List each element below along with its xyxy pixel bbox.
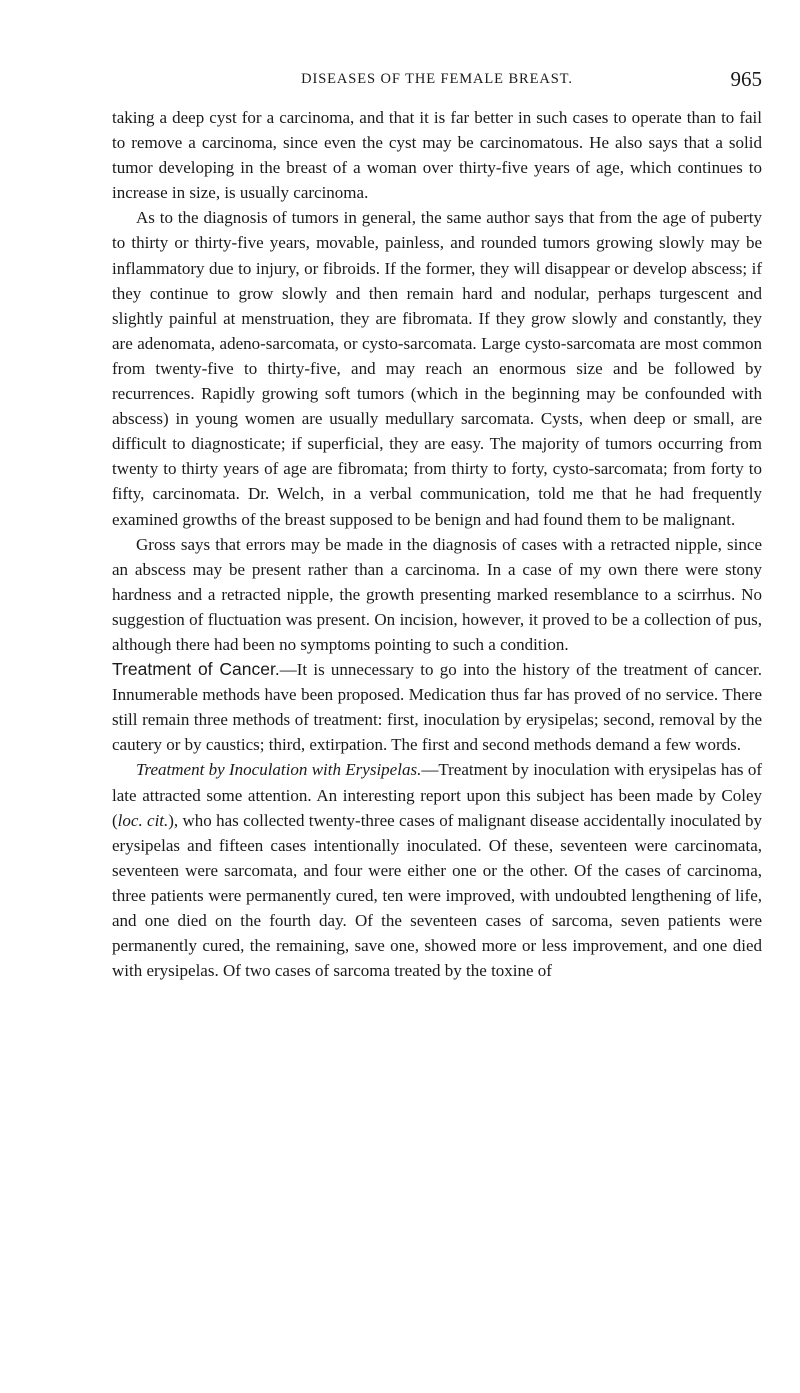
paragraph-tumor-diagnosis xyxy=(112,205,762,531)
paragraph-inoculation-erysipelas xyxy=(112,757,762,983)
paragraph-text: Gross says that errors may be made in the diagnosis of cases with a retracted nipple, since an abscess may be present rather than a carcinoma. In a case of my own there were stony hardness and a retracted nipple, the growth presenting marked resemblance to a scirrhus. No suggestion of fluctuation was present. On incision, however, it proved to be a collection of pus, although there had been no symptoms pointing to such a condition. xyxy=(112,534,762,654)
paragraph-continued xyxy=(112,105,762,205)
paragraph-gross-diagnosis xyxy=(112,532,762,657)
paragraph-text: As to the diagnosis of tumors in general, the same author says that from the age of puberty to thirty or thirty-five years, movable, painless, and rounded tumors growing slowly may be inflammatory due to injury, or fibroids. If the former, they will disappear or develop abscess; if they continue to grow slowly and then remain hard and nodular, perhaps turgescent and slightly painful at menstruation, they are fibromata. If they grow slowly and constantly, they are adenomata, adeno-sarcomata, or cysto-sarcomata. Large cysto-sarcomata are most common from twenty-five to thirty-five, and may reach an enormous size and be followed by recurrences. Rapidly growing soft tumors (which in the beginning may be confounded with abscess) in young women are usually medullary sarcomata. Cysts, when deep or small, are difficult to diagnosticate; if superficial, they are easy. The majority of tumors occurring from twenty to thirty years of age are fibromata; from thirty to forty, cysto-sarcomata; from forty to fifty, carcinomata. Dr. Welch, in a verbal communication, told me that he had frequently examined growths of the breast supposed to be benign and had found them to be malignant. xyxy=(112,208,762,529)
section-heading-treatment-of-cancer: Treatment of Cancer. xyxy=(112,659,280,680)
paragraph-text: —Treatment by inoculation with erysipelas has of late attracted some attention. An interesting report upon this subject has been made by Coley ( xyxy=(112,760,762,830)
running-head xyxy=(112,66,762,92)
paragraph-text: —It is unnecessary to go into the history of the treatment of cancer. Innumerable methods have been proposed. Medication thus far has proved of no service. There still remain three methods of treatment: first, inoculation by erysipelas; second, removal by the cautery or by caustics; third, extirpation. The first and second methods demand a few words. xyxy=(112,660,762,755)
body-text xyxy=(112,105,762,983)
paragraph-text: taking a deep cyst for a carcinoma, and that it is far better in such cases to operate than to fail to remove a carcinoma, since even the cyst may be carcinomatous. He also says that a solid tumor developing in the breast of a woman over thirty-five years of age, which continues to increase in size, is usually carcinoma. xyxy=(112,108,762,203)
running-title: DISEASES OF THE FEMALE BREAST. xyxy=(301,71,573,87)
paragraph-text: ), who has collected twenty-three cases of malignant disease accidentally inoculated by erysipelas and fifteen cases intentionally inoculated. Of these, seventeen were carcinomata, seventeen were sarcomata, and four were either one or the other. Of the cases of carcinoma, three patients were permanently cured, ten were improved, with undoubted lengthening of life, and one died on the fourth day. Of the seventeen cases of sarcoma, seven patients were permanently cured, the remaining, save one, showed more or less improvement, and one died with erysipelas. Of two cases of sarcoma treated by the toxine of xyxy=(112,810,762,981)
subsection-heading-inoculation: Treatment by Inoculation with Erysipelas. xyxy=(136,760,422,780)
paragraph-treatment-of-cancer xyxy=(112,657,762,757)
page-number: 965 xyxy=(730,67,762,91)
citation-loc-cit: loc. cit. xyxy=(117,810,169,830)
